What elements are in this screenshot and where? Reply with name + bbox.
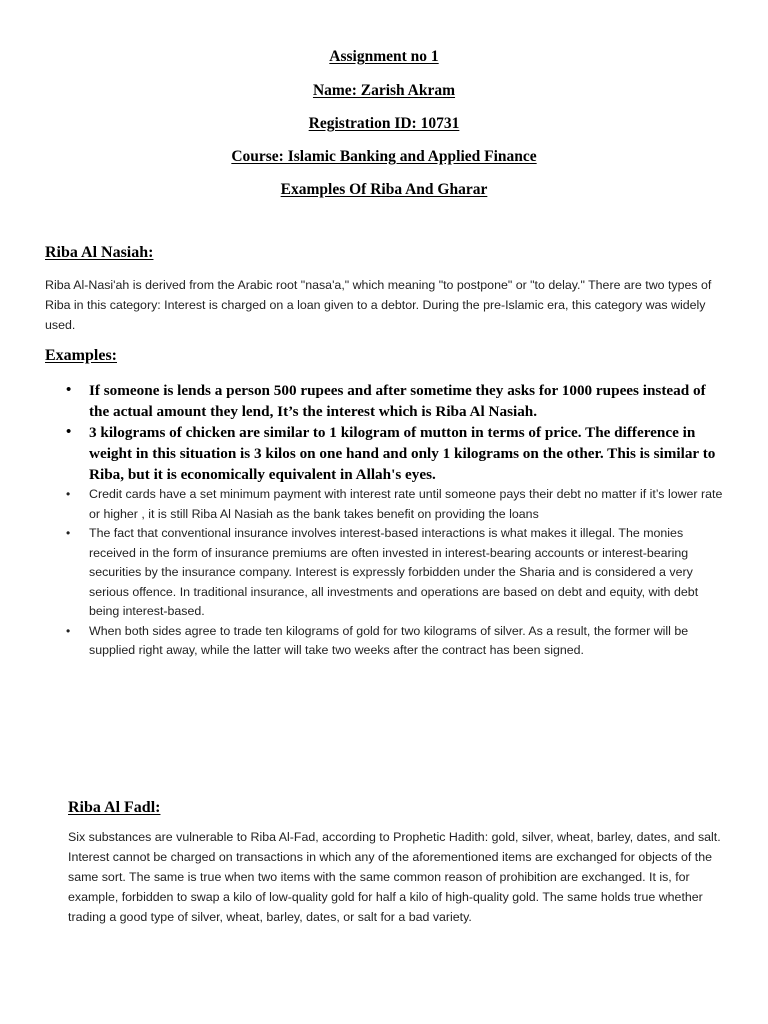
topic-title-text: Examples Of Riba And Gharar [280,181,488,198]
list-item: • When both sides agree to trade ten kilograms of gold for two kilograms of silver. As a result, the former will be supplied right away, while the latter will take two weeks after the contract has been signed. [63,622,728,661]
course-name-text: Course: Islamic Banking and Applied Finance [231,148,537,165]
student-name-text: Name: Zarish Akram [312,82,456,99]
list-item: • The fact that conventional insurance involves interest-based interactions is what makes it illegal. The monies received in the form of insurance premiums are often invested in interest-bearing accounts or interest-bearing securities by the insurance company. Interest is expressly forbidden under the Sharia and is considered a very serious offence. In traditional insurance, all investments and operations are based on debt and equity, with debt being interest-based. [63,524,728,622]
riba-nasiah-paragraph: Riba Al-Nasi'ah is derived from the Arabic root "nasa'a," which meaning "to postpone" or "to delay." There are two types of Riba in this category: Interest is charged on a loan given to a debtor. During the pre-Islamic era, this category was widely used. [45,278,712,332]
student-name [0,81,768,101]
list-item: • 3 kilograms of chicken are similar to 1 kilogram of mutton in terms of price. The difference in weight in this situation is 3 kilos on one hand and only 1 kilograms on the other. This is similar to Riba, but it is economically equivalent in Allah's eyes. [63,422,728,485]
assignment-title [0,47,768,67]
riba-nasiah-heading: Riba Al Nasiah: [45,244,154,261]
examples-list [63,380,728,661]
list-item: • If someone is lends a person 500 rupees and after sometime they asks for 1000 rupees instead of the actual amount they lend, It’s the interest which is Riba Al Nasiah. [63,380,728,422]
riba-fadl-paragraph: Six substances are vulnerable to Riba Al-Fad, according to Prophetic Hadith: gold, silver, wheat, barley, dates, and salt. Interest cannot be charged on transactions in which any of the aforementioned items are exchanged for objects of the same sort. The same is true when two items with the same common reason of prohibition are exchanged. It is, for example, forbidden to swap a kilo of low-quality gold for half a kilo of high-quality gold. The same holds true whether trading a good type of silver, wheat, barley, dates, or salt for a bad variety. [68,830,721,924]
assignment-title-text: Assignment no 1 [329,48,439,65]
list-item: • Credit cards have a set minimum payment with interest rate until someone pays their debt no matter if it’s lower rate or higher , it is still Riba Al Nasiah as the bank takes benefit on providing the loans [63,485,728,524]
registration-id [0,114,768,134]
registration-id-text: Registration ID: 10731 [308,115,460,132]
riba-fadl-heading: Riba Al Fadl: [68,799,161,816]
topic-title [0,180,768,200]
course-name [0,147,768,167]
examples-heading: Examples: [45,347,117,364]
